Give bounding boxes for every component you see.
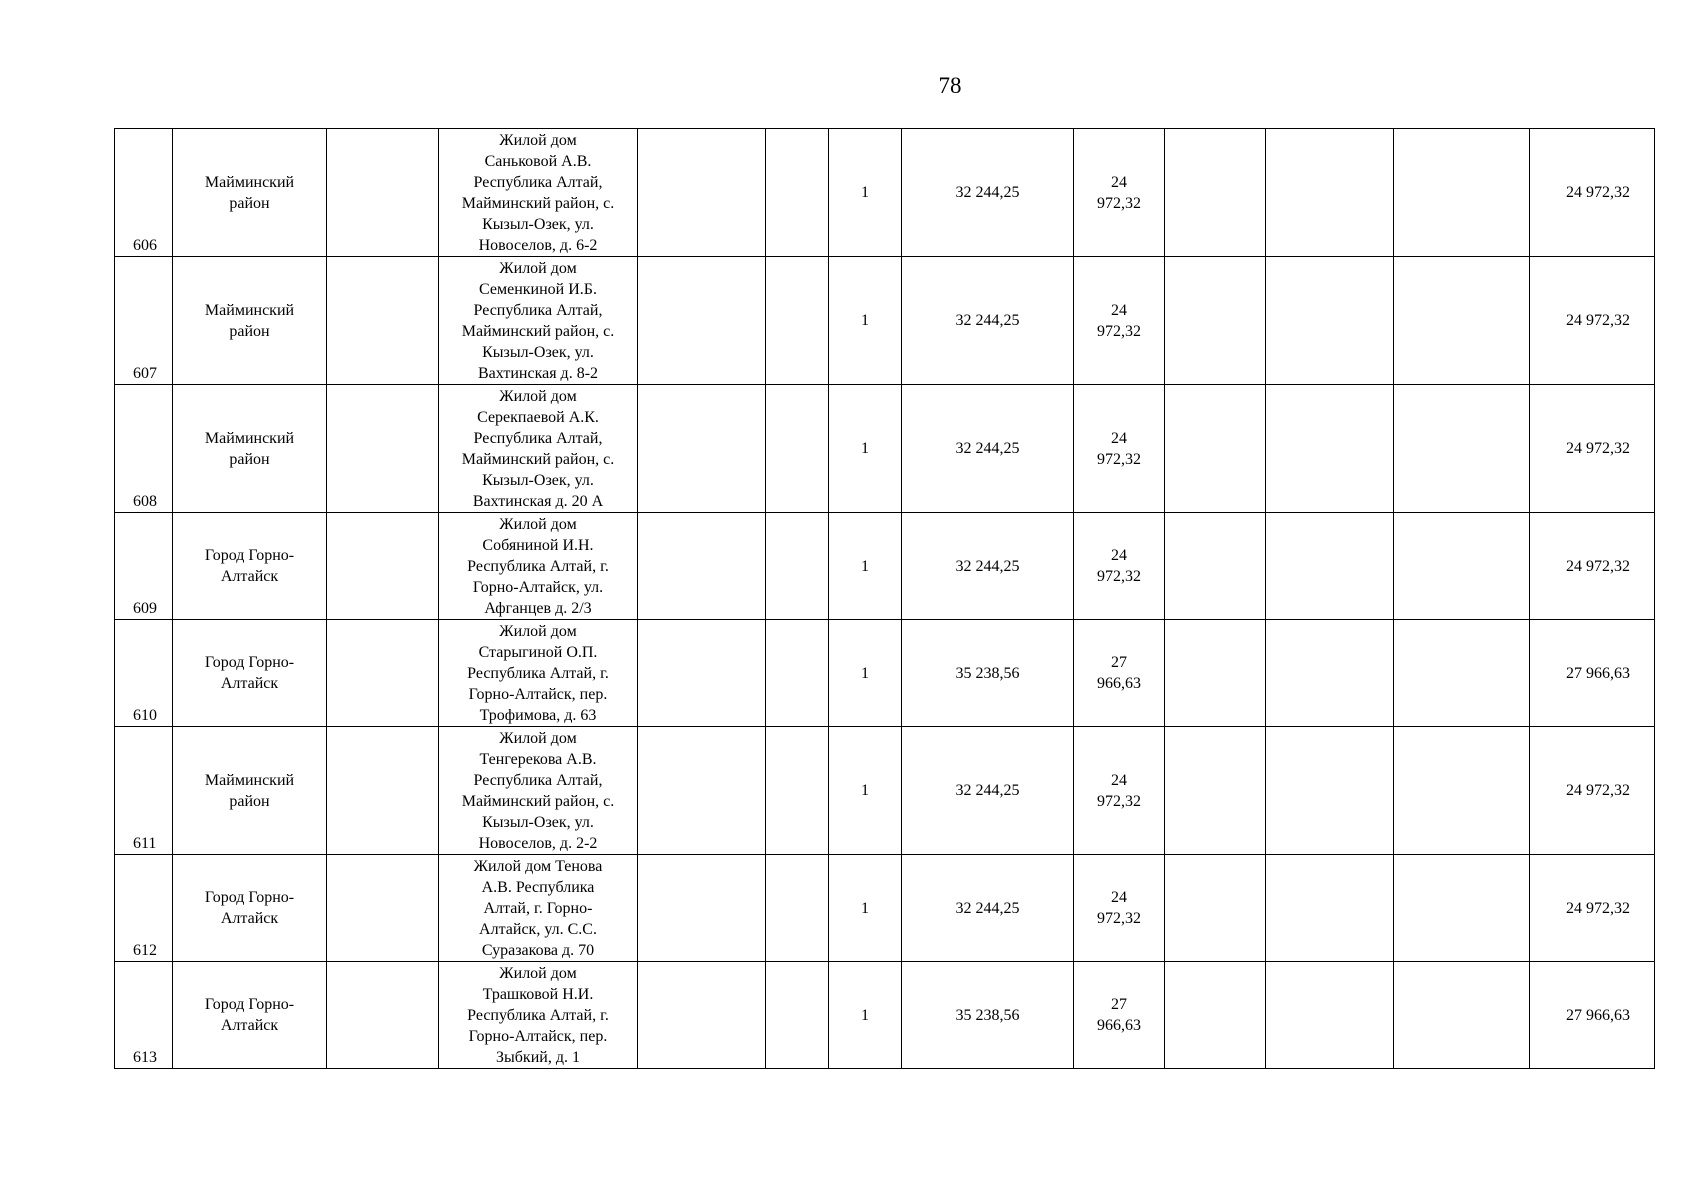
amount-split-cell — [1074, 385, 1165, 513]
region-cell — [173, 257, 327, 385]
cell-line: район — [229, 792, 270, 810]
cell-line: Кызыл-Озек, ул. — [482, 471, 594, 489]
row-number-cell: 608 — [115, 385, 173, 513]
table-row — [115, 129, 1655, 257]
cell-line: Кызыл-Озек, ул. — [482, 813, 594, 831]
housing-table — [114, 128, 1655, 1069]
total-cell: 24 972,32 — [1530, 513, 1655, 620]
row-number-cell: 606 — [115, 129, 173, 257]
count-cell: 1 — [829, 257, 902, 385]
table-row — [115, 620, 1655, 727]
total-cell: 24 972,32 — [1530, 727, 1655, 855]
empty-cell — [766, 129, 829, 257]
empty-cell — [327, 727, 439, 855]
cell-line: А.В. Республика — [481, 878, 595, 896]
empty-cell — [1394, 727, 1530, 855]
table-row — [115, 513, 1655, 620]
cell-line: Алтай, г. Горно- — [483, 899, 593, 917]
cell-line: Майминский — [204, 429, 295, 447]
empty-cell — [1165, 385, 1266, 513]
count-cell: 1 — [829, 620, 902, 727]
row-number-cell: 611 — [115, 727, 173, 855]
region-cell — [173, 727, 327, 855]
count-cell: 1 — [829, 727, 902, 855]
cell-line: 972,32 — [1097, 792, 1141, 810]
row-number-cell: 613 — [115, 962, 173, 1069]
cost-cell: 35 238,56 — [902, 962, 1074, 1069]
empty-cell — [1394, 620, 1530, 727]
empty-cell — [1266, 855, 1394, 962]
cell-line: Жилой дом — [499, 515, 577, 533]
empty-cell — [1165, 513, 1266, 620]
total-cell: 24 972,32 — [1530, 257, 1655, 385]
cost-cell: 32 244,25 — [902, 129, 1074, 257]
cell-line: Жилой дом — [499, 622, 577, 640]
cell-line: район — [229, 194, 270, 212]
cell-line: Жилой дом — [499, 131, 577, 149]
empty-cell — [1266, 385, 1394, 513]
empty-cell — [327, 513, 439, 620]
cell-line: Старыгиной О.П. — [478, 643, 598, 661]
cell-line: Республика Алтай, — [473, 771, 603, 789]
cell-line: Зыбкий, д. 1 — [496, 1048, 580, 1066]
total-cell: 24 972,32 — [1530, 385, 1655, 513]
cell-line: Афганцев д. 2/3 — [484, 599, 592, 617]
total-cell: 27 966,63 — [1530, 620, 1655, 727]
cell-line: Новоселов, д. 6-2 — [478, 236, 598, 254]
cell-line: Новоселов, д. 2-2 — [478, 834, 598, 852]
object-cell — [439, 129, 638, 257]
cell-line: Серекпаевой А.К. — [477, 408, 599, 426]
cell-line: район — [229, 450, 270, 468]
cell-line: Майминский район, с. — [461, 194, 615, 212]
cell-line: 24 — [1111, 889, 1127, 906]
cell-line: 24 — [1111, 771, 1127, 789]
empty-cell — [1266, 257, 1394, 385]
amount-split-cell — [1074, 855, 1165, 962]
cell-line: Город Горно- — [204, 889, 295, 906]
cell-line: Алтайск, ул. С.С. — [479, 920, 597, 938]
empty-cell — [638, 385, 766, 513]
empty-cell — [766, 727, 829, 855]
cell-line: Майминский район, с. — [461, 792, 615, 810]
cell-line: Алтайск — [220, 568, 279, 585]
empty-cell — [327, 620, 439, 727]
cell-line: Майминский — [204, 301, 295, 319]
empty-cell — [638, 962, 766, 1069]
cell-line: Республика Алтай, г. — [467, 1006, 609, 1024]
total-cell: 27 966,63 — [1530, 962, 1655, 1069]
empty-cell — [1165, 129, 1266, 257]
cell-line: Суразакова д. 70 — [481, 941, 595, 959]
cell-line: Алтайск — [220, 1017, 279, 1034]
empty-cell — [1266, 727, 1394, 855]
row-number-cell: 610 — [115, 620, 173, 727]
cell-line: Город Горно- — [204, 996, 295, 1013]
cell-line: Республика Алтай, г. — [467, 664, 609, 682]
cost-cell: 32 244,25 — [902, 727, 1074, 855]
cell-line: Горно-Алтайск, пер. — [468, 685, 608, 703]
table-row — [115, 257, 1655, 385]
cell-line: 972,32 — [1097, 322, 1141, 340]
cost-cell: 32 244,25 — [902, 385, 1074, 513]
total-cell: 24 972,32 — [1530, 129, 1655, 257]
object-cell — [439, 727, 638, 855]
empty-cell — [1165, 962, 1266, 1069]
empty-cell — [766, 620, 829, 727]
amount-split-cell — [1074, 257, 1165, 385]
table-row — [115, 962, 1655, 1069]
cell-line: Трофимова, д. 63 — [479, 706, 597, 724]
total-cell: 24 972,32 — [1530, 855, 1655, 962]
cell-line: Кызыл-Озек, ул. — [482, 215, 594, 233]
cell-line: Город Горно- — [204, 547, 295, 564]
cell-line: Горно-Алтайск, пер. — [468, 1027, 608, 1045]
cell-line: Майминский — [204, 173, 295, 191]
region-cell — [173, 855, 327, 962]
region-cell — [173, 962, 327, 1069]
cell-line: 27 — [1111, 654, 1127, 671]
region-cell — [173, 513, 327, 620]
empty-cell — [1266, 129, 1394, 257]
empty-cell — [638, 620, 766, 727]
object-cell — [439, 513, 638, 620]
empty-cell — [1165, 855, 1266, 962]
amount-split-cell — [1074, 962, 1165, 1069]
cell-line: Жилой дом — [499, 964, 577, 982]
cell-line: 24 — [1111, 301, 1127, 319]
cell-line: Алтайск — [220, 675, 279, 692]
empty-cell — [1165, 620, 1266, 727]
cell-line: Трашковой Н.И. — [482, 985, 594, 1003]
empty-cell — [638, 257, 766, 385]
empty-cell — [327, 855, 439, 962]
table-body — [115, 129, 1655, 1069]
empty-cell — [1394, 513, 1530, 620]
empty-cell — [766, 513, 829, 620]
empty-cell — [327, 129, 439, 257]
cost-cell: 35 238,56 — [902, 620, 1074, 727]
empty-cell — [1266, 513, 1394, 620]
cell-line: Жилой дом — [499, 729, 577, 747]
cell-line: Город Горно- — [204, 654, 295, 671]
empty-cell — [1394, 855, 1530, 962]
cell-line: Саньковой А.В. — [484, 152, 592, 170]
cell-line: Семенкиной И.Б. — [479, 280, 597, 298]
empty-cell — [1266, 962, 1394, 1069]
cost-cell: 32 244,25 — [902, 855, 1074, 962]
cell-line: Майминский район, с. — [461, 322, 615, 340]
count-cell: 1 — [829, 385, 902, 513]
cell-line: Республика Алтай, — [473, 173, 603, 191]
cell-line: Собяниной И.Н. — [482, 536, 594, 554]
cell-line: 972,32 — [1097, 910, 1141, 927]
cell-line: Алтайск — [220, 910, 279, 927]
amount-split-cell — [1074, 129, 1165, 257]
region-cell — [173, 129, 327, 257]
count-cell: 1 — [829, 962, 902, 1069]
cell-line: 966,63 — [1097, 675, 1141, 692]
cell-line: 972,32 — [1097, 450, 1141, 468]
empty-cell — [1394, 257, 1530, 385]
cell-line: Жилой дом — [499, 259, 577, 277]
count-cell: 1 — [829, 513, 902, 620]
region-cell — [173, 620, 327, 727]
empty-cell — [638, 855, 766, 962]
cell-line: Вахтинская д. 20 А — [472, 492, 604, 510]
table-row — [115, 727, 1655, 855]
empty-cell — [638, 129, 766, 257]
cell-line: Республика Алтай, — [473, 429, 603, 447]
cell-line: Тенгерекова А.В. — [479, 750, 597, 768]
amount-split-cell — [1074, 727, 1165, 855]
empty-cell — [638, 727, 766, 855]
cell-line: Республика Алтай, — [473, 301, 603, 319]
empty-cell — [1165, 727, 1266, 855]
cell-line: Майминский район, с. — [461, 450, 615, 468]
empty-cell — [1394, 129, 1530, 257]
table-row — [115, 385, 1655, 513]
empty-cell — [327, 257, 439, 385]
cell-line: 966,63 — [1097, 1017, 1141, 1034]
object-cell — [439, 855, 638, 962]
cell-line: Майминский — [204, 771, 295, 789]
cell-line: 24 — [1111, 547, 1127, 564]
cell-line: Жилой дом — [499, 387, 577, 405]
cost-cell: 32 244,25 — [902, 257, 1074, 385]
row-number-cell: 612 — [115, 855, 173, 962]
empty-cell — [327, 385, 439, 513]
empty-cell — [766, 257, 829, 385]
cell-line: Горно-Алтайск, ул. — [472, 578, 604, 596]
region-cell — [173, 385, 327, 513]
cell-line: Жилой дом Тенова — [473, 857, 603, 875]
amount-split-cell — [1074, 620, 1165, 727]
table-row — [115, 855, 1655, 962]
cell-line: 27 — [1111, 996, 1127, 1013]
empty-cell — [766, 962, 829, 1069]
object-cell — [439, 257, 638, 385]
empty-cell — [1266, 620, 1394, 727]
cell-line: 24 — [1111, 429, 1127, 447]
cell-line: Кызыл-Озек, ул. — [482, 343, 594, 361]
object-cell — [439, 620, 638, 727]
row-number-cell: 609 — [115, 513, 173, 620]
empty-cell — [766, 385, 829, 513]
row-number-cell: 607 — [115, 257, 173, 385]
empty-cell — [327, 962, 439, 1069]
cell-line: Вахтинская д. 8-2 — [477, 364, 599, 382]
empty-cell — [638, 513, 766, 620]
cell-line: 972,32 — [1097, 194, 1141, 212]
empty-cell — [766, 855, 829, 962]
empty-cell — [1165, 257, 1266, 385]
cell-line: 24 — [1111, 173, 1127, 191]
empty-cell — [1394, 962, 1530, 1069]
cost-cell: 32 244,25 — [902, 513, 1074, 620]
empty-cell — [1394, 385, 1530, 513]
object-cell — [439, 962, 638, 1069]
count-cell: 1 — [829, 129, 902, 257]
cell-line: 972,32 — [1097, 568, 1141, 585]
cell-line: район — [229, 322, 270, 340]
cell-line: Республика Алтай, г. — [467, 557, 609, 575]
object-cell — [439, 385, 638, 513]
amount-split-cell — [1074, 513, 1165, 620]
count-cell: 1 — [829, 855, 902, 962]
page-number: 78 — [938, 73, 962, 98]
